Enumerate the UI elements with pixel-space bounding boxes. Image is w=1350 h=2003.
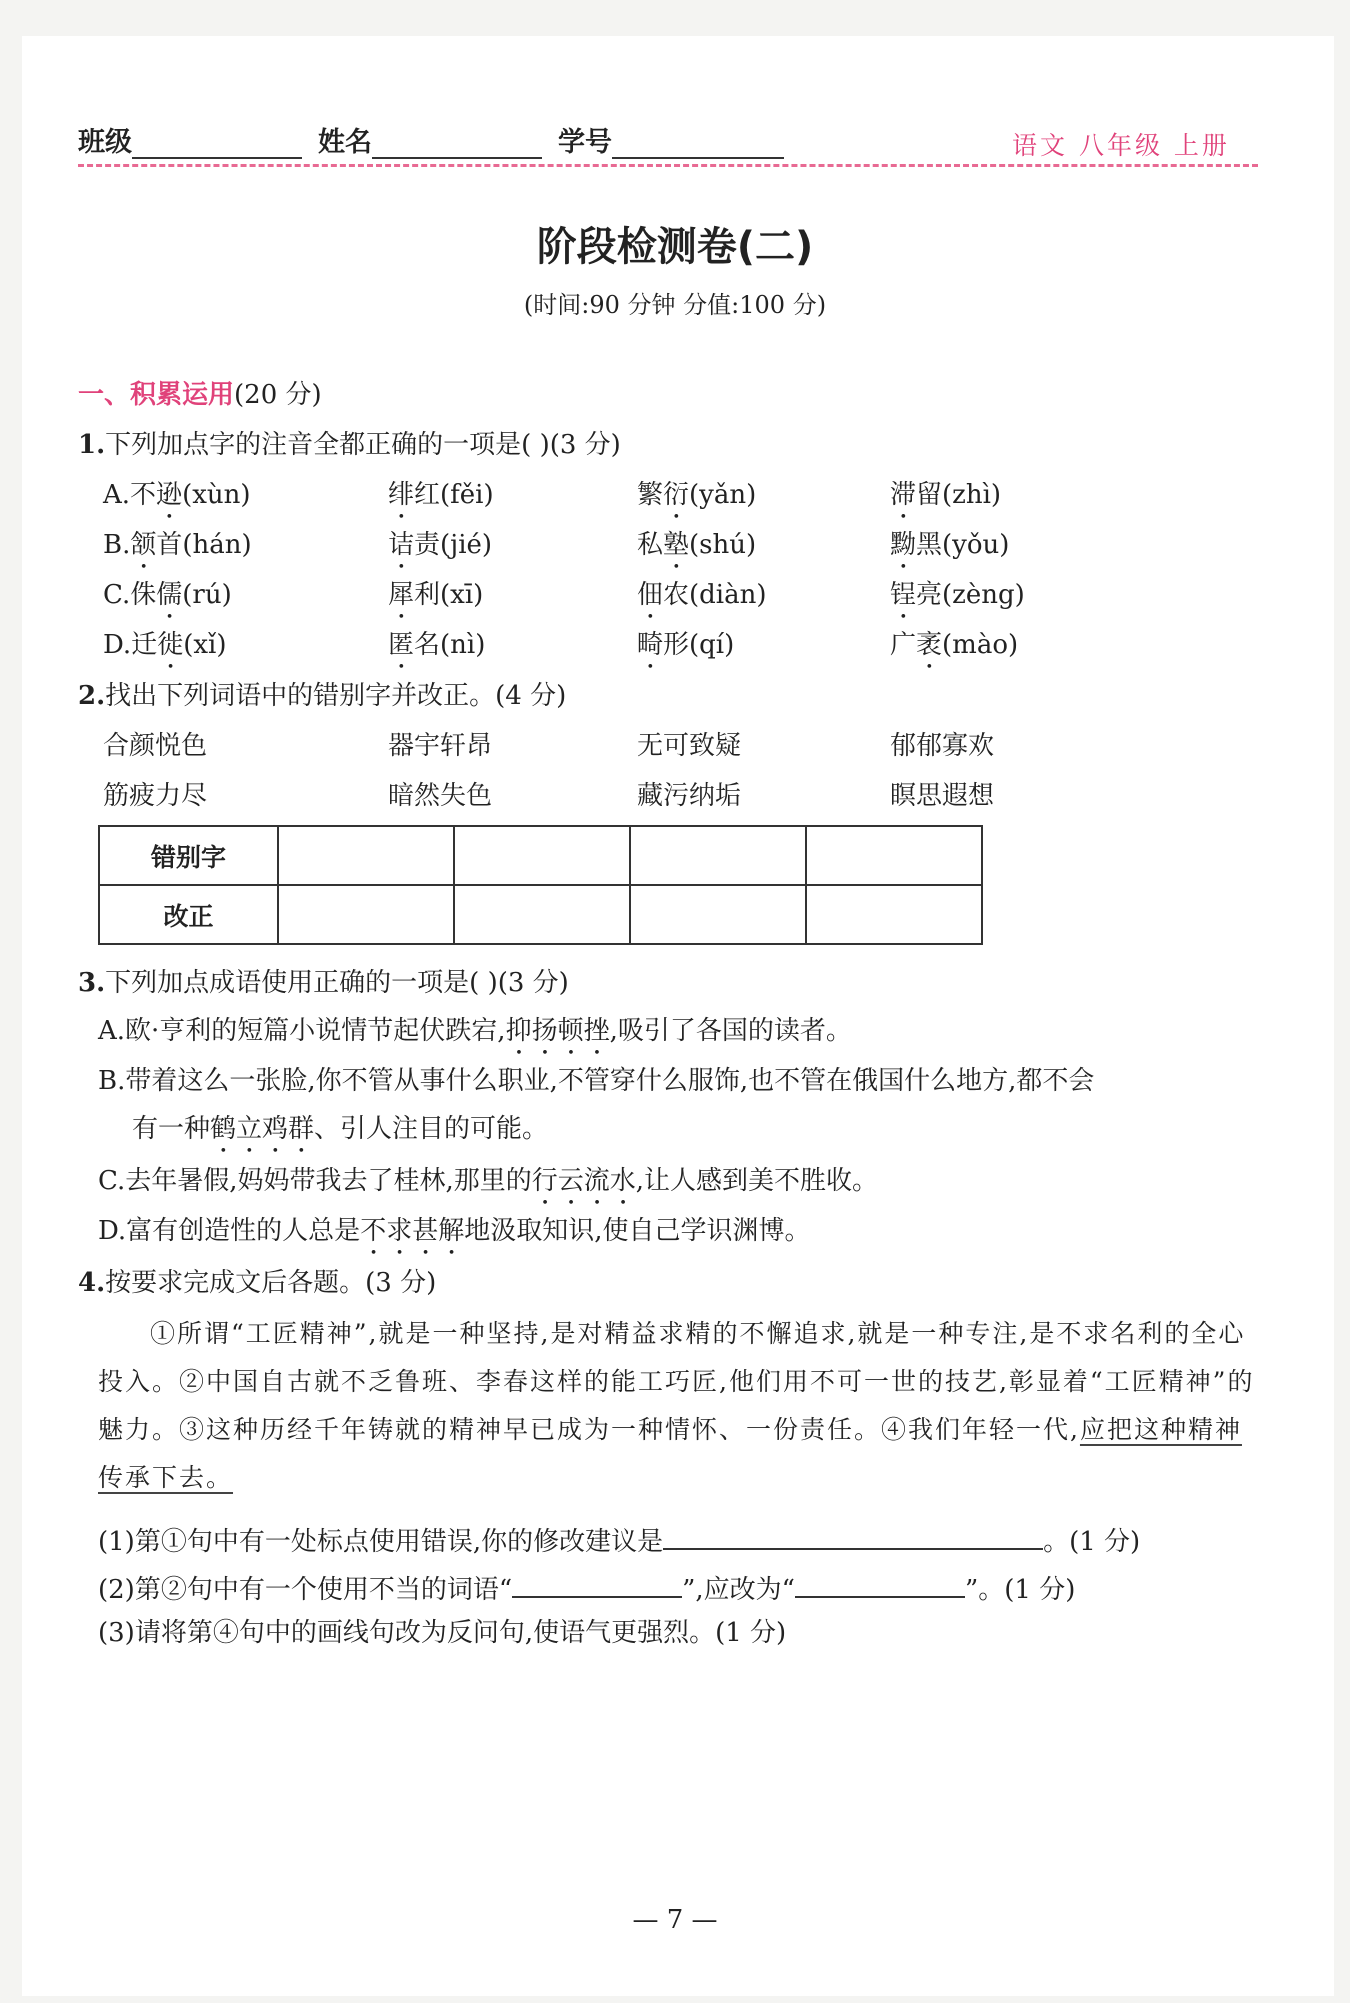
dotted-character: 畸 [637, 630, 664, 660]
sub-question-text: (2)第②句中有一个使用不当的词语“ [98, 1575, 513, 1605]
answer-cell[interactable] [278, 826, 454, 885]
option-text: 繁 [637, 480, 664, 510]
sub-question-text: ”,应改为“ [682, 1575, 795, 1605]
pinyin-option [890, 580, 1025, 625]
dotted-idiom: 行云流水 [531, 1166, 636, 1196]
question-4-stem [78, 1268, 436, 1298]
answer-cell[interactable] [278, 885, 454, 944]
class-label: 班级 [78, 127, 132, 158]
word-item: 瞑思遐想 [890, 781, 995, 811]
question-number: 1. [78, 430, 106, 460]
option-text: 首(hán) [156, 530, 252, 560]
page-title: 阶段检测卷(二) [536, 224, 814, 270]
question-text: 下列加点成语使用正确的一项是( )(3 分) [105, 968, 569, 998]
table-header-correction: 改正 [99, 885, 278, 944]
pinyin-option [388, 530, 492, 575]
dotted-character: 塾 [663, 530, 690, 560]
dotted-character: 黝 [890, 530, 917, 560]
option-text: (xùn) [182, 480, 251, 510]
option-text: 广 [890, 630, 917, 660]
sub-question-score: ”。(1 分) [964, 1575, 1076, 1605]
sub-question-1 [98, 1522, 1140, 1557]
question-text: 下列加点字的注音全都正确的一项是( )(3 分) [105, 430, 621, 460]
dotted-character: 衍 [663, 480, 690, 510]
option-text: 名(nì) [414, 630, 486, 660]
question-text: 找出下列词语中的错别字并改正。(4 分) [105, 681, 567, 711]
pinyin-option [637, 630, 734, 675]
table-header-typo: 错别字 [99, 826, 278, 885]
pinyin-option [890, 530, 1009, 575]
word-item: 无可致疑 [637, 731, 742, 761]
answer-cell[interactable] [630, 826, 806, 885]
dotted-idiom: 不求甚解 [360, 1216, 465, 1246]
pinyin-option [637, 530, 756, 575]
page-number: — 7 — [632, 1905, 718, 1935]
dotted-character: 锃 [890, 580, 917, 610]
choice-option [98, 1016, 852, 1061]
dotted-character: 诘 [388, 530, 415, 560]
option-text: D.迁 [103, 630, 158, 660]
option-text: (yǎn) [689, 480, 757, 510]
option-text: (xǐ) [183, 630, 227, 660]
dotted-character: 佃 [637, 580, 664, 610]
pinyin-option [890, 630, 1018, 675]
dotted-character: 逊 [156, 480, 183, 510]
answer-cell[interactable] [454, 826, 630, 885]
option-text: 地汲取知识,使自己学识渊博。 [464, 1216, 811, 1246]
passage-text: ①所谓“工匠精神”,就是一种坚持,是对精益求精的不懈追求,就是一种专注,是不求名利的全心投入。②中国自古就不乏鲁班、李春这样的能工巧匠,他们用不可一世的技艺,彰显着“工匠精神”的魅力。③这种历经千年铸就的精神早已成为一种情怀、一份责任。④我们年轻一代, [98, 1319, 1255, 1444]
pinyin-option [103, 630, 226, 675]
dotted-character: 犀 [388, 580, 415, 610]
question-number: 3. [78, 968, 106, 998]
choice-option [98, 1066, 1094, 1111]
option-text: 红(fěi) [414, 480, 494, 510]
choice-option [98, 1216, 810, 1261]
word-item: 郁郁寡欢 [890, 731, 995, 761]
answer-blank[interactable] [512, 1570, 682, 1598]
section-score: (20 分) [234, 380, 322, 410]
answer-cell[interactable] [630, 885, 806, 944]
sub-question-text: (1)第①句中有一处标点使用错误,你的修改建议是 [98, 1527, 664, 1557]
page-subtitle: (时间:90 分钟 分值:100 分) [523, 291, 827, 319]
dotted-character: 徙 [157, 630, 184, 660]
question-number: 4. [78, 1268, 106, 1298]
option-text: 黑(yǒu) [916, 530, 1010, 560]
class-field [78, 120, 302, 159]
option-text: 农(diàn) [663, 580, 767, 610]
reading-passage [98, 1310, 1258, 1502]
dotted-character: 绯 [388, 480, 415, 510]
option-text: C.侏 [103, 580, 157, 610]
option-text: C.去年暑假,妈妈带我去了桂林,那里的 [98, 1166, 532, 1196]
id-label: 学号 [558, 127, 612, 158]
name-field [318, 120, 542, 159]
pinyin-option [388, 480, 494, 525]
dotted-idiom: 鹤立鸡群 [210, 1114, 315, 1144]
option-text: ,吸引了各国的读者。 [609, 1016, 852, 1046]
option-text: 留(zhì) [916, 480, 1002, 510]
option-text: A.不 [103, 480, 157, 510]
sub-question-3: (3)请将第④句中的画线句改为反问句,使语气更强烈。(1 分) [98, 1618, 787, 1648]
dotted-character: 袤 [916, 630, 943, 660]
question-2-stem [78, 681, 566, 711]
option-text: ,让人感到美不胜收。 [635, 1166, 879, 1196]
word-item: 器宇轩昂 [388, 731, 493, 761]
option-text: (rú) [182, 580, 232, 610]
passage-underlined-sentence: 应把这种精神传承下去。 [98, 1415, 1242, 1492]
id-field [558, 120, 784, 159]
choice-option [98, 1166, 878, 1211]
dotted-character: 滞 [890, 480, 917, 510]
dotted-idiom: 抑扬顿挫 [505, 1016, 610, 1046]
question-number: 2. [78, 681, 106, 711]
option-text: 、引人注目的可能。 [314, 1114, 549, 1144]
option-text: 责(jié) [414, 530, 493, 560]
option-text: B.带着这么一张脸,你不管从事什么职业,不管穿什么服饰,也不管在俄国什么地方,都不会 [98, 1066, 1095, 1096]
pinyin-option [637, 580, 767, 625]
sub-question-score: 。(1 分) [1043, 1527, 1141, 1557]
option-text: 有一种 [132, 1114, 211, 1144]
section-prefix: 一、积累运用 [78, 380, 235, 410]
option-text: A.欧·亨利的短篇小说情节起伏跌宕, [98, 1016, 506, 1046]
question-3-stem [78, 968, 569, 998]
option-text: (shú) [689, 530, 757, 560]
dotted-character: 匿 [388, 630, 415, 660]
answer-cell[interactable] [806, 885, 982, 944]
pinyin-option [890, 480, 1001, 525]
option-text: B. [103, 530, 131, 560]
pinyin-option [103, 580, 232, 625]
question-text: 按要求完成文后各题。(3 分) [105, 1268, 437, 1298]
dotted-character: 颔 [130, 530, 157, 560]
option-text: 亮(zèng) [916, 580, 1025, 610]
id-blank[interactable] [612, 131, 784, 159]
pinyin-option [103, 480, 251, 525]
option-text: (mào) [942, 630, 1019, 660]
option-text: 形(qí) [663, 630, 735, 660]
word-item: 暗然失色 [388, 781, 493, 811]
choice-option [132, 1114, 548, 1159]
pinyin-option [103, 530, 252, 575]
dotted-character: 儒 [156, 580, 183, 610]
sub-question-2 [98, 1570, 1075, 1605]
class-blank[interactable] [132, 131, 302, 159]
option-text: 利(xī) [414, 580, 484, 610]
name-blank[interactable] [372, 131, 542, 159]
word-item: 筋疲力尽 [103, 781, 208, 811]
header-divider [78, 164, 1258, 167]
word-item: 藏污纳垢 [637, 781, 742, 811]
table-row [99, 826, 982, 885]
option-text: 私 [637, 530, 664, 560]
book-label: 语文 八年级 上册 [1012, 131, 1230, 160]
answer-blank[interactable] [663, 1522, 1043, 1550]
pinyin-option [388, 580, 483, 625]
pinyin-option [388, 630, 485, 675]
answer-blank[interactable] [795, 1570, 965, 1598]
option-text: D.富有创造性的人总是 [98, 1216, 361, 1246]
question-1-stem [78, 430, 621, 460]
answer-cell[interactable] [454, 885, 630, 944]
table-row [99, 885, 982, 944]
answer-cell[interactable] [806, 826, 982, 885]
word-item: 合颜悦色 [103, 731, 208, 761]
pinyin-option [637, 480, 756, 525]
section-heading [78, 380, 322, 410]
name-label: 姓名 [318, 127, 372, 158]
answer-table [98, 825, 983, 945]
